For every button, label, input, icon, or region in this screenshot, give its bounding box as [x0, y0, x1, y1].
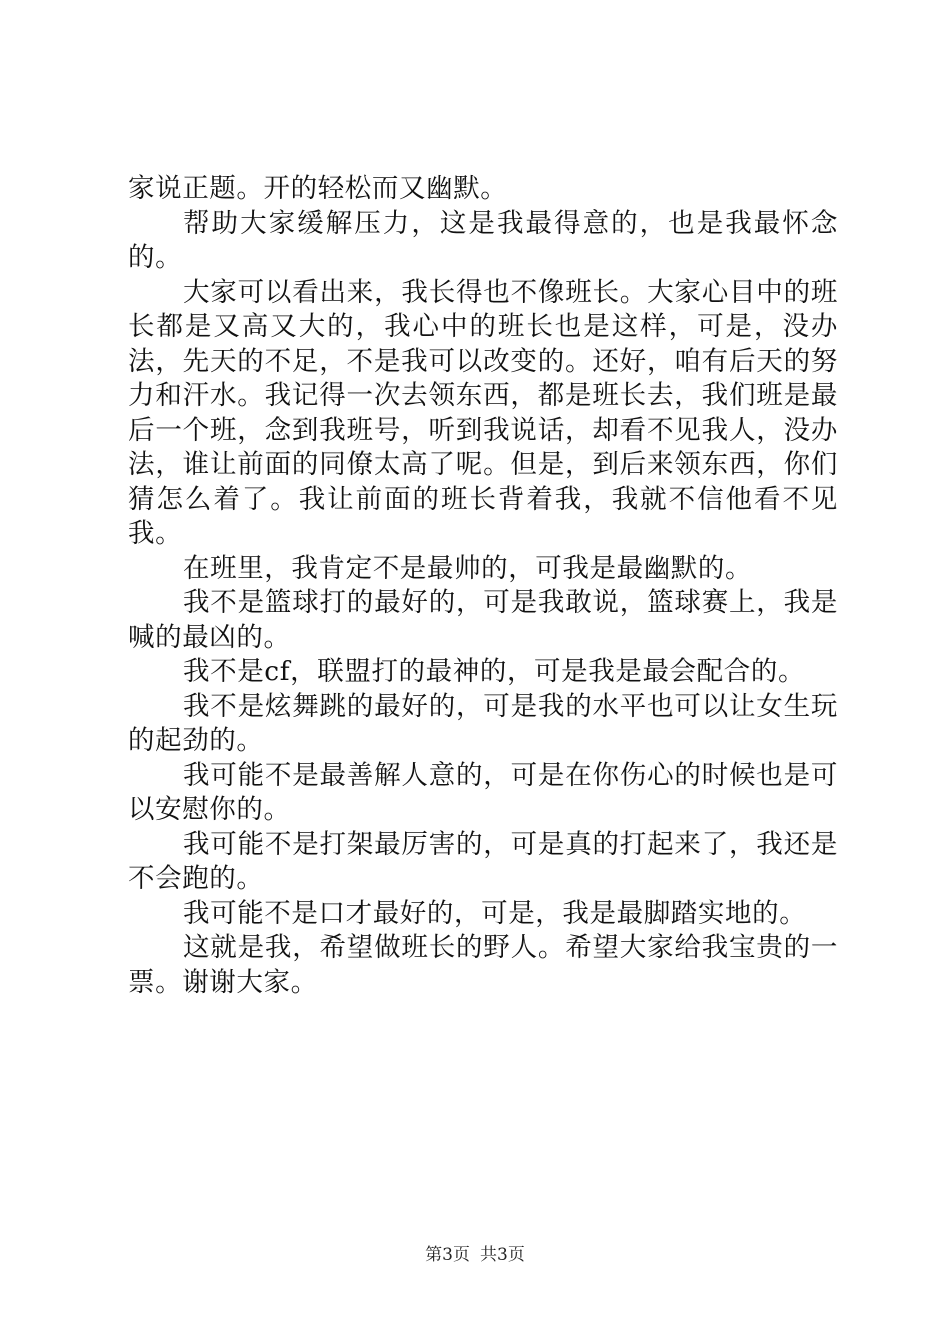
paragraph-9: 我可能不是打架最厉害的，可是真的打起来了，我还是不会跑的。: [128, 828, 838, 894]
paragraph-8: 我可能不是最善解人意的，可是在你伤心的时候也是可以安慰你的。: [128, 759, 838, 825]
page-footer: [0, 1244, 950, 1266]
paragraph-4: 在班里，我肯定不是最帅的，可我是最幽默的。: [183, 552, 753, 584]
paragraph-1: 家说正题。开的轻松而又幽默。: [128, 173, 508, 204]
paragraph-11: 这就是我，希望做班长的野人。希望大家给我宝贵的一票。谢谢大家。: [128, 932, 838, 998]
paragraph-10: 我可能不是口才最好的，可是，我是最脚踏实地的。: [183, 897, 807, 929]
page-total: 共3页: [480, 1245, 525, 1265]
paragraph-6: 我不是cf，联盟打的最神的，可是我是最会配合的。: [183, 656, 806, 687]
paragraph-7: 我不是炫舞跳的最好的，可是我的水平也可以让女生玩的起劲的。: [128, 690, 838, 756]
page-number: 第3页: [425, 1245, 470, 1265]
paragraph-2: 帮助大家缓解压力，这是我最得意的，也是我最怀念的。: [128, 207, 838, 273]
document-body: [128, 172, 838, 1000]
paragraph-5: 我不是篮球打的最好的，可是我敢说，篮球赛上，我是喊的最凶的。: [128, 587, 838, 653]
paragraph-3: 大家可以看出来，我长得也不像班长。大家心目中的班长都是又高又大的，我心中的班长也是这样，可是，没办法，先天的不足，不是我可以改变的。还好，咱有后天的努力和汗水。我记得一次去领东西，都是班长去，我们班是最后一个班，念到我班号，听到我说话，却看不见我人，没办法，谁让前面的同僚太高了呢。但是，到后来领东西，你们猜怎么着了。我让前面的班长背着我，我就不信他看不见我。: [128, 276, 838, 549]
